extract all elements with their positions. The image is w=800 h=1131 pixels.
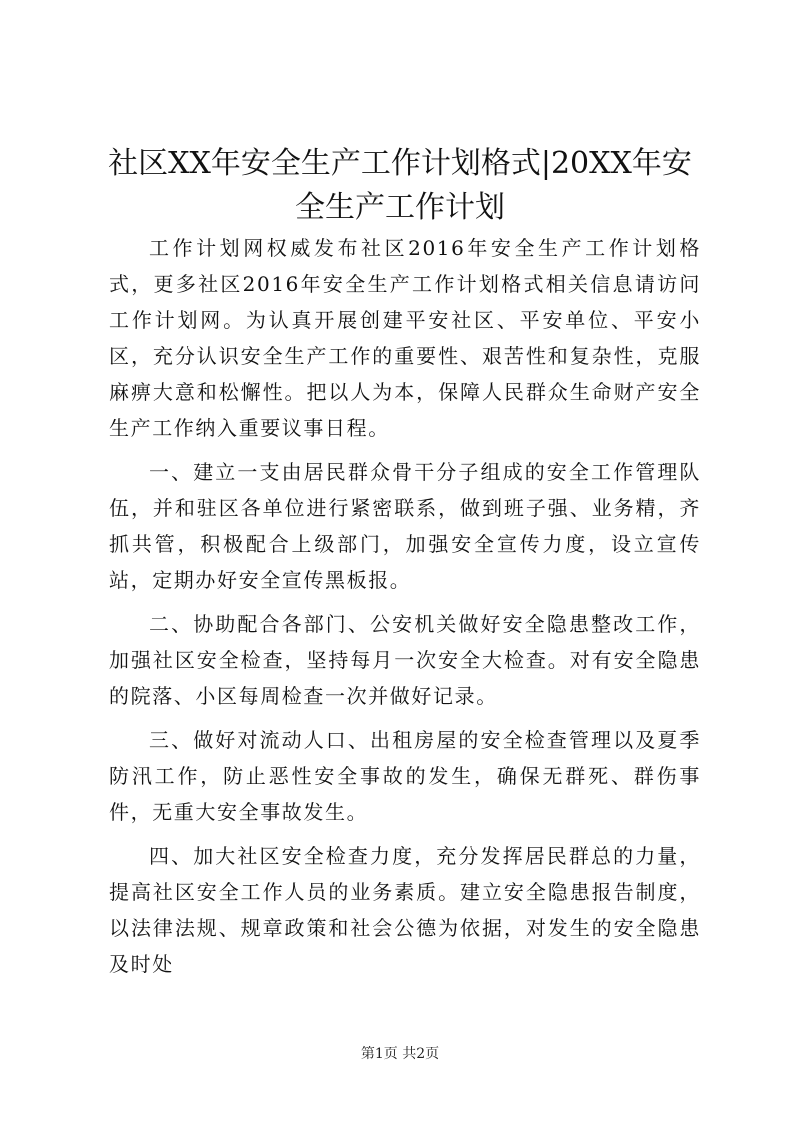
paragraph-intro: 工作计划网权威发布社区2016年安全生产工作计划格式，更多社区2016年安全生产工作计划格式相关信息请访问工作计划网。为认真开展创建平安社区、平安单位、平安小区，充分认识安全生产工作的重要性、艰苦性和复杂性，克服麻痹大意和松懈性。把以人为本，保障人民群众生命财产安全生产工作纳入重要议事日程。	[109, 236, 701, 440]
document-body	[109, 230, 701, 990]
paragraph-item-2: 二、协助配合各部门、公安机关做好安全隐患整改工作，加强社区安全检查，坚持每月一次安全大检查。对有安全隐患的院落、小区每周检查一次并做好记录。	[109, 612, 701, 708]
page-number-footer: 第1页 共2页	[360, 1046, 440, 1062]
paragraph-item-4: 四、加大社区安全检查力度，充分发挥居民群总的力量，提高社区安全工作人员的业务素质。建立安全隐患报告制度，以法律法规、规章政策和社会公德为依据，对发生的安全隐患及时处	[109, 844, 701, 976]
document-title: 社区XX年安全生产工作计划格式|20XX年安全生产工作计划	[108, 146, 692, 225]
paragraph-item-1: 一、建立一支由居民群众骨干分子组成的安全工作管理队伍，并和驻区各单位进行紧密联系，做到班子强、业务精，齐抓共管，积极配合上级部门，加强安全宣传力度，设立宣传站，定期办好安全宣传黑板报。	[109, 460, 701, 592]
paragraph-item-3: 三、做好对流动人口、出租房屋的安全检查管理以及夏季防汛工作，防止恶性安全事故的发生，确保无群死、群伤事件，无重大安全事故发生。	[109, 728, 701, 824]
